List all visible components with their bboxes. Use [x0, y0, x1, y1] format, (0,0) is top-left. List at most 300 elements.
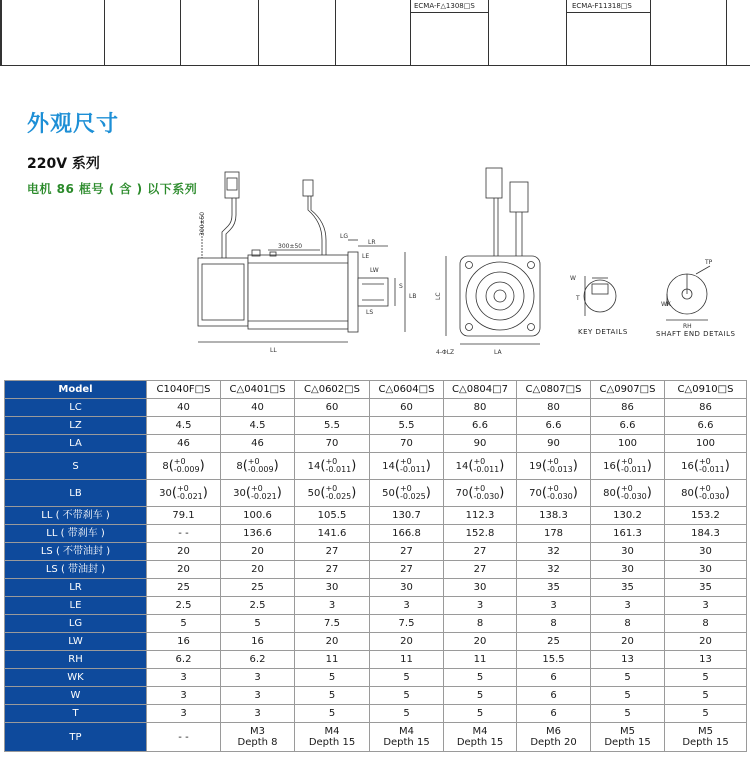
- table-cell: 6.6: [444, 417, 517, 435]
- table-cell: 11: [370, 651, 444, 669]
- table-row: [5, 525, 747, 543]
- fragment-cell-1: ECMA-F△1308□S: [414, 2, 475, 10]
- table-row: [5, 435, 747, 453]
- nominal-value: 16: [681, 461, 694, 472]
- thread-size: M4: [399, 726, 414, 737]
- tolerance: [621, 485, 647, 501]
- tolerance-upper: +0: [473, 484, 486, 493]
- nominal-value: 19: [529, 461, 542, 472]
- row-header-cell: LR: [5, 579, 147, 597]
- tolerance-lower: -0.011: [473, 465, 500, 474]
- table-cell: 14( +0 -0.011 ): [295, 453, 370, 480]
- tolerance: [248, 458, 274, 474]
- la-label: LA: [494, 349, 502, 356]
- model-header-cell: C△0807□S: [517, 381, 591, 399]
- tolerance-upper: +0: [546, 457, 559, 466]
- table-cell: 5.5: [295, 417, 370, 435]
- tolerance: [325, 458, 351, 474]
- table-row: [5, 633, 747, 651]
- table-cell: 6.2: [147, 651, 221, 669]
- thread-size: M5: [698, 726, 713, 737]
- row-header-cell: LS ( 带油封 ): [5, 561, 147, 579]
- table-cell: 35: [591, 579, 665, 597]
- table-cell: 8: [517, 615, 591, 633]
- table-cell: 100: [665, 435, 747, 453]
- tolerance-upper: +0: [620, 484, 633, 493]
- tolerance-upper: +0: [473, 457, 486, 466]
- tolerance-upper: +0: [325, 484, 338, 493]
- table-cell: 70: [295, 435, 370, 453]
- thread-size: M6: [546, 726, 561, 737]
- row-header-cell: LE: [5, 597, 147, 615]
- table-row: [5, 453, 747, 480]
- table-cell: 6.6: [517, 417, 591, 435]
- table-cell: 25: [147, 579, 221, 597]
- table-cell: 27: [295, 561, 370, 579]
- rh-label: RH: [683, 323, 692, 330]
- table-cell: 4.5: [221, 417, 295, 435]
- table-cell: 46: [221, 435, 295, 453]
- le-label: LE: [362, 253, 370, 260]
- tolerance-upper: +0: [325, 457, 338, 466]
- row-header-cell: LG: [5, 615, 147, 633]
- model-header-cell: C1040F□S: [147, 381, 221, 399]
- table-cell: 20: [221, 561, 295, 579]
- table-cell: 8( +0 -0.009 ): [221, 453, 295, 480]
- table-cell: 3: [147, 669, 221, 687]
- tolerance-lower: -0.011: [399, 465, 426, 474]
- table-cell: 8: [591, 615, 665, 633]
- tolerance-lower: -0.030: [698, 492, 725, 501]
- table-cell: 30: [444, 579, 517, 597]
- nominal-value: 80: [681, 488, 694, 499]
- tolerance: [699, 458, 725, 474]
- table-cell: 5: [444, 687, 517, 705]
- table-row: [5, 615, 747, 633]
- nominal-value: 8: [236, 461, 243, 472]
- row-header-cell: LL ( 带刹车 ): [5, 525, 147, 543]
- nominal-value: 50: [382, 488, 395, 499]
- model-header-cell: C△0604□S: [370, 381, 444, 399]
- table-cell: 3: [221, 705, 295, 723]
- nominal-value: 30: [233, 488, 246, 499]
- thread-size: M5: [620, 726, 635, 737]
- table-cell: 70( +0 -0.030 ): [444, 480, 517, 507]
- tolerance-lower: -0.011: [325, 465, 352, 474]
- table-cell: 90: [517, 435, 591, 453]
- lb-label: LB: [409, 293, 417, 300]
- table-cell: 35: [665, 579, 747, 597]
- table-row: [5, 579, 747, 597]
- tolerance: [547, 485, 573, 501]
- table-cell: 86: [591, 399, 665, 417]
- table-row: [5, 705, 747, 723]
- tolerance: [177, 485, 203, 501]
- table-cell: 3: [665, 597, 747, 615]
- table-cell: 30: [665, 561, 747, 579]
- table-row: [5, 480, 747, 507]
- table-cell: 7.5: [370, 615, 444, 633]
- table-cell: 86: [665, 399, 747, 417]
- row-header-cell: W: [5, 687, 147, 705]
- nominal-value: 14: [455, 461, 469, 472]
- table-cell: 30( +0 -0.021 ): [147, 480, 221, 507]
- row-header-cell: LL ( 不带刹车 ): [5, 507, 147, 525]
- table-cell: 5: [665, 687, 747, 705]
- tolerance-lower: -0.021: [176, 492, 203, 501]
- table-cell: 166.8: [370, 525, 444, 543]
- key-details-view: [584, 276, 616, 316]
- table-cell: 153.2: [665, 507, 747, 525]
- lz-label: 4-ΦLZ: [436, 349, 455, 356]
- tolerance: [547, 458, 573, 474]
- table-cell: 152.8: [444, 525, 517, 543]
- table-row: [5, 669, 747, 687]
- table-cell: 3: [147, 705, 221, 723]
- table-cell: 35: [517, 579, 591, 597]
- lc-label: LC: [435, 292, 442, 300]
- dimension-drawing: [190, 160, 740, 370]
- thread-size: - -: [178, 731, 189, 743]
- row-header-cell: LA: [5, 435, 147, 453]
- lg-label: LG: [340, 233, 348, 240]
- table-cell: 60: [370, 399, 444, 417]
- table-cell: 6: [517, 687, 591, 705]
- thread-depth: Depth 20: [530, 737, 577, 748]
- nominal-value: 14: [382, 461, 395, 472]
- table-cell: 15.5: [517, 651, 591, 669]
- row-header-cell: LB: [5, 480, 147, 507]
- tolerance-lower: -0.011: [698, 465, 725, 474]
- table-cell: 25: [221, 579, 295, 597]
- model-header-cell: C△0907□S: [591, 381, 665, 399]
- table-cell: [665, 723, 747, 752]
- table-row: [5, 723, 747, 752]
- table-cell: 30: [591, 561, 665, 579]
- table-cell: 19( +0 -0.013 ): [517, 453, 591, 480]
- table-cell: 3: [517, 597, 591, 615]
- tolerance: [174, 458, 200, 474]
- table-cell: 3: [591, 597, 665, 615]
- table-cell: 5: [665, 705, 747, 723]
- table-cell: 100: [591, 435, 665, 453]
- row-header-cell: LS ( 不带油封 ): [5, 543, 147, 561]
- table-cell: 30: [591, 543, 665, 561]
- table-cell: - -: [147, 525, 221, 543]
- table-cell: 5: [591, 705, 665, 723]
- table-cell: 5: [147, 615, 221, 633]
- tolerance-lower: -0.030: [620, 492, 647, 501]
- table-cell: 8: [444, 615, 517, 633]
- table-cell: 5: [370, 687, 444, 705]
- series-subtitle: 电机 86 框号 ( 含 ) 以下系列: [27, 182, 198, 196]
- model-header-cell: C△0910□S: [665, 381, 747, 399]
- row-header-cell: T: [5, 705, 147, 723]
- table-cell: [591, 723, 665, 752]
- table-cell: 2.5: [221, 597, 295, 615]
- table-cell: 80( +0 -0.030 ): [591, 480, 665, 507]
- table-header-row: [5, 381, 747, 399]
- table-cell: 6.6: [665, 417, 747, 435]
- table-cell: 8( +0 -0.009 ): [147, 453, 221, 480]
- table-cell: 11: [295, 651, 370, 669]
- table-cell: [295, 723, 370, 752]
- table-cell: 6: [517, 705, 591, 723]
- tolerance-lower: -0.030: [546, 492, 573, 501]
- table-cell: 20: [665, 633, 747, 651]
- key-details-caption: KEY DETAILS: [578, 328, 628, 336]
- table-cell: 5: [591, 669, 665, 687]
- table-cell: 27: [295, 543, 370, 561]
- tolerance-upper: +0: [698, 484, 711, 493]
- motor-side-view: [198, 172, 405, 342]
- table-cell: 141.6: [295, 525, 370, 543]
- row-header-cell: LZ: [5, 417, 147, 435]
- table-cell: 3: [147, 687, 221, 705]
- table-cell: 20: [221, 543, 295, 561]
- lw-label: LW: [370, 267, 379, 274]
- table-cell: [517, 723, 591, 752]
- section-title: 外观尺寸: [27, 112, 120, 137]
- table-cell: 3: [370, 597, 444, 615]
- table-cell: 20: [147, 561, 221, 579]
- table-cell: 112.3: [444, 507, 517, 525]
- table-cell: 100.6: [221, 507, 295, 525]
- table-cell: 5: [591, 687, 665, 705]
- table-cell: 30: [370, 579, 444, 597]
- tolerance-upper: +0: [250, 484, 263, 493]
- table-cell: 136.6: [221, 525, 295, 543]
- table-cell: 27: [370, 543, 444, 561]
- nominal-value: 8: [162, 461, 169, 472]
- table-cell: 20: [591, 633, 665, 651]
- table-cell: 27: [370, 561, 444, 579]
- tolerance-upper: +0: [620, 457, 633, 466]
- table-cell: 5.5: [370, 417, 444, 435]
- table-cell: 20: [295, 633, 370, 651]
- table-cell: 11: [444, 651, 517, 669]
- tp-label: TP: [705, 259, 713, 266]
- tolerance-lower: -0.009: [173, 465, 200, 474]
- table-cell: 27: [444, 561, 517, 579]
- table-cell: 6.2: [221, 651, 295, 669]
- previous-table-fragment: [0, 0, 750, 66]
- table-cell: 13: [591, 651, 665, 669]
- thread-size: M4: [472, 726, 488, 737]
- thread-depth: Depth 15: [383, 737, 430, 748]
- table-cell: 5: [370, 669, 444, 687]
- table-cell: 4.5: [147, 417, 221, 435]
- series-title: 220V 系列: [27, 156, 100, 172]
- tolerance-upper: +0: [698, 457, 711, 466]
- table-cell: 40: [147, 399, 221, 417]
- thread-depth: Depth 15: [604, 737, 651, 748]
- nominal-value: 50: [307, 488, 321, 499]
- table-cell: 30: [295, 579, 370, 597]
- table-cell: 30( +0 -0.021 ): [221, 480, 295, 507]
- thread-depth: Depth 15: [308, 737, 356, 748]
- row-header-cell: WK: [5, 669, 147, 687]
- table-cell: 80: [444, 399, 517, 417]
- table-cell: 32: [517, 543, 591, 561]
- table-cell: 6: [517, 669, 591, 687]
- table-cell: [147, 723, 221, 752]
- table-cell: 70: [370, 435, 444, 453]
- lr-label: LR: [368, 239, 376, 246]
- table-cell: 3: [221, 669, 295, 687]
- model-corner-cell: Model: [5, 381, 147, 399]
- s-label: S: [399, 283, 403, 290]
- table-cell: 3: [221, 687, 295, 705]
- table-cell: 16: [147, 633, 221, 651]
- tolerance-lower: -0.030: [473, 492, 500, 501]
- table-cell: 5: [370, 705, 444, 723]
- tolerance: [400, 458, 426, 474]
- shaft-end-caption: SHAFT END DETAILS: [656, 330, 736, 338]
- table-cell: 130.7: [370, 507, 444, 525]
- table-cell: 5: [444, 669, 517, 687]
- table-cell: 3: [295, 597, 370, 615]
- shaft-end-view: [666, 266, 710, 320]
- tolerance: [400, 485, 426, 501]
- table-row: [5, 597, 747, 615]
- ll-label: LL: [270, 347, 277, 354]
- w-label: W: [570, 275, 576, 282]
- tolerance-upper: +0: [173, 457, 186, 466]
- tolerance-lower: -0.009: [247, 465, 274, 474]
- table-cell: 90: [444, 435, 517, 453]
- thread-size: M4: [324, 726, 340, 737]
- nominal-value: 30: [159, 488, 172, 499]
- table-cell: 184.3: [665, 525, 747, 543]
- tolerance: [251, 485, 277, 501]
- table-cell: 20: [370, 633, 444, 651]
- table-cell: 138.3: [517, 507, 591, 525]
- table-cell: [370, 723, 444, 752]
- row-header-cell: RH: [5, 651, 147, 669]
- table-cell: 16( +0 -0.011 ): [665, 453, 747, 480]
- table-cell: 50( +0 -0.025 ): [295, 480, 370, 507]
- nominal-value: 80: [603, 488, 616, 499]
- table-cell: 80( +0 -0.030 ): [665, 480, 747, 507]
- table-cell: 161.3: [591, 525, 665, 543]
- table-cell: 6.6: [591, 417, 665, 435]
- table-cell: 8: [665, 615, 747, 633]
- table-cell: 50( +0 -0.025 ): [370, 480, 444, 507]
- tolerance-lower: -0.013: [546, 465, 573, 474]
- model-header-cell: C△0602□S: [295, 381, 370, 399]
- thread-size: M3: [250, 726, 265, 737]
- tolerance-upper: +0: [247, 457, 260, 466]
- table-cell: 5: [221, 615, 295, 633]
- table-cell: 79.1: [147, 507, 221, 525]
- row-header-cell: LW: [5, 633, 147, 651]
- table-row: [5, 687, 747, 705]
- tolerance-lower: -0.021: [250, 492, 277, 501]
- thread-depth: Depth 8: [237, 737, 278, 748]
- table-cell: 5: [295, 669, 370, 687]
- table-cell: 20: [444, 633, 517, 651]
- table-cell: 60: [295, 399, 370, 417]
- table-row: [5, 417, 747, 435]
- nominal-value: 14: [307, 461, 321, 472]
- model-header-cell: C△0401□S: [221, 381, 295, 399]
- table-body: [5, 399, 747, 752]
- row-header-cell: LC: [5, 399, 147, 417]
- table-cell: 80: [517, 399, 591, 417]
- table-cell: 105.5: [295, 507, 370, 525]
- tolerance-lower: -0.011: [620, 465, 647, 474]
- table-cell: 7.5: [295, 615, 370, 633]
- fragment-cell-2: ECMA-F11318□S: [572, 2, 632, 10]
- table-cell: 14( +0 -0.011 ): [370, 453, 444, 480]
- table-row: [5, 543, 747, 561]
- table-cell: 70( +0 -0.030 ): [517, 480, 591, 507]
- table-row: [5, 651, 747, 669]
- t-label: T: [576, 295, 580, 302]
- thread-depth: Depth 15: [456, 737, 504, 748]
- table-cell: [221, 723, 295, 752]
- tolerance: [473, 458, 499, 474]
- table-cell: 46: [147, 435, 221, 453]
- tolerance-lower: -0.025: [325, 492, 352, 501]
- table-row: [5, 399, 747, 417]
- table-cell: 16: [221, 633, 295, 651]
- row-header-cell: TP: [5, 723, 147, 752]
- tolerance: [621, 458, 647, 474]
- table-cell: 13: [665, 651, 747, 669]
- table-cell: 5: [444, 705, 517, 723]
- table-cell: [444, 723, 517, 752]
- table-cell: 5: [665, 669, 747, 687]
- nominal-value: 70: [529, 488, 542, 499]
- tolerance-upper: +0: [399, 457, 412, 466]
- table-cell: 14( +0 -0.011 ): [444, 453, 517, 480]
- tolerance-upper: +0: [546, 484, 559, 493]
- table-cell: 5: [295, 687, 370, 705]
- table-row: [5, 561, 747, 579]
- wk-label: WK: [661, 301, 671, 308]
- cable2-label: 300±50: [278, 243, 303, 250]
- tolerance-lower: -0.025: [399, 492, 426, 501]
- table-cell: 30: [665, 543, 747, 561]
- table-cell: 32: [517, 561, 591, 579]
- table-cell: 25: [517, 633, 591, 651]
- table-cell: 27: [444, 543, 517, 561]
- nominal-value: 70: [455, 488, 469, 499]
- cable1-label: 300±50: [199, 211, 206, 236]
- nominal-value: 16: [603, 461, 616, 472]
- tolerance: [473, 485, 499, 501]
- dimension-table: [4, 380, 747, 752]
- tolerance-upper: +0: [399, 484, 412, 493]
- table-cell: 178: [517, 525, 591, 543]
- table-row: [5, 507, 747, 525]
- table-cell: 2.5: [147, 597, 221, 615]
- table-cell: 130.2: [591, 507, 665, 525]
- table-cell: 3: [444, 597, 517, 615]
- table-cell: 5: [295, 705, 370, 723]
- ls-label: LS: [366, 309, 374, 316]
- table-cell: 40: [221, 399, 295, 417]
- table-cell: 16( +0 -0.011 ): [591, 453, 665, 480]
- thread-depth: Depth 15: [682, 737, 729, 748]
- tolerance-upper: +0: [176, 484, 189, 493]
- table-cell: 20: [147, 543, 221, 561]
- model-header-cell: C△0804□7: [444, 381, 517, 399]
- row-header-cell: S: [5, 453, 147, 480]
- motor-front-view: [446, 168, 540, 344]
